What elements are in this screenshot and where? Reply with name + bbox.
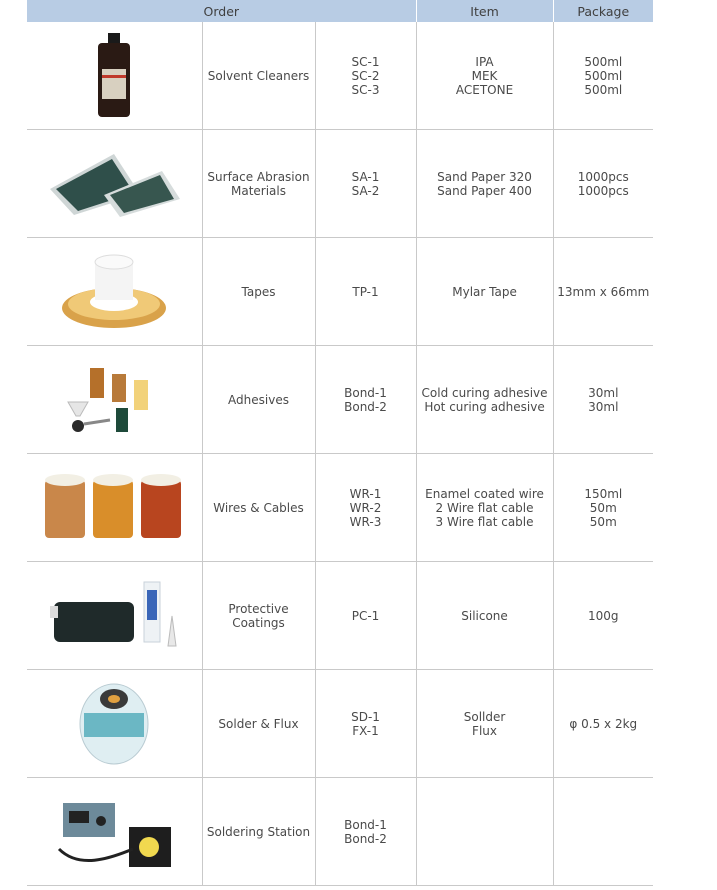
package-size: 50m [589, 514, 617, 529]
product-table [27, 0, 653, 886]
category-label: Surface Abrasion [207, 169, 310, 184]
product-table-container [27, 0, 653, 886]
product-code: SA-2 [351, 183, 380, 198]
product-image-cell [27, 238, 202, 346]
table-row [27, 454, 653, 562]
package-size: 100g [588, 608, 619, 623]
product-image-cell [27, 670, 202, 778]
category-label: Solder & Flux [218, 716, 299, 731]
item-cell [416, 22, 553, 130]
mylar-tape-image [59, 252, 169, 332]
code-cell [315, 22, 416, 130]
header-item: Item [416, 0, 553, 22]
product-code: PC-1 [351, 608, 380, 623]
package-cell [553, 670, 653, 778]
code-cell [315, 454, 416, 562]
header-order: Order [27, 0, 416, 22]
package-size: 30ml [588, 399, 619, 414]
package-size: 1000pcs [577, 169, 629, 184]
product-code: WR-2 [349, 500, 382, 515]
product-code: Bond-2 [344, 399, 387, 414]
sand-paper-image [44, 149, 184, 219]
code-cell [315, 346, 416, 454]
code-cell [315, 238, 416, 346]
item-name: Enamel coated wire [425, 486, 544, 501]
item-cell [416, 454, 553, 562]
package-size: 13mm x 66mm [557, 284, 650, 299]
package-cell [553, 22, 653, 130]
product-code: SD-1 [351, 709, 380, 724]
category-cell [202, 778, 315, 886]
product-code: Bond-1 [344, 385, 387, 400]
category-label: Wires & Cables [213, 500, 304, 515]
table-row [27, 22, 653, 130]
item-name: 3 Wire flat cable [435, 514, 534, 529]
code-cell [315, 670, 416, 778]
product-code: Bond-1 [344, 817, 387, 832]
category-cell [202, 22, 315, 130]
category-label: Coatings [232, 615, 285, 630]
solder-spool-image [74, 679, 154, 769]
category-cell [202, 562, 315, 670]
item-name: 2 Wire flat cable [435, 500, 534, 515]
package-size: 500ml [584, 82, 623, 97]
package-cell [553, 454, 653, 562]
product-code: SA-1 [351, 169, 380, 184]
package-cell [553, 562, 653, 670]
product-code: FX-1 [352, 723, 379, 738]
package-cell [553, 778, 653, 886]
product-code: WR-1 [349, 486, 382, 501]
item-name: Mylar Tape [452, 284, 517, 299]
category-label: Soldering Station [206, 824, 311, 839]
code-cell [315, 562, 416, 670]
item-name: IPA [475, 54, 494, 69]
item-name: Flux [472, 723, 497, 738]
category-label: Tapes [241, 284, 276, 299]
product-code: Bond-2 [344, 831, 387, 846]
category-cell [202, 346, 315, 454]
solvent-bottle-image [84, 31, 144, 121]
wire-spools-image [39, 468, 189, 548]
package-size: φ 0.5 x 2kg [569, 716, 638, 731]
category-label: Protective [228, 601, 289, 616]
item-cell [416, 562, 553, 670]
table-row [27, 238, 653, 346]
item-name: Hot curing adhesive [424, 399, 545, 414]
package-size: 1000pcs [577, 183, 629, 198]
header-package: Package [553, 0, 653, 22]
category-label: Solvent Cleaners [207, 68, 310, 83]
table-row [27, 778, 653, 886]
product-code: WR-3 [349, 514, 382, 529]
item-name: Sand Paper 400 [437, 183, 532, 198]
category-cell [202, 670, 315, 778]
category-cell [202, 130, 315, 238]
table-row [27, 130, 653, 238]
package-cell [553, 130, 653, 238]
package-size: 500ml [584, 68, 623, 83]
product-code: TP-1 [352, 284, 379, 299]
product-image-cell [27, 454, 202, 562]
category-cell [202, 454, 315, 562]
silicone-image [44, 576, 184, 656]
product-code: SC-2 [351, 68, 380, 83]
product-image-cell [27, 778, 202, 886]
product-code: SC-1 [351, 54, 380, 69]
adhesives-image [64, 360, 164, 440]
package-cell [553, 238, 653, 346]
category-cell [202, 238, 315, 346]
product-code: SC-3 [351, 82, 380, 97]
package-size: 150ml [584, 486, 623, 501]
package-size: 50m [589, 500, 617, 515]
item-name: ACETONE [455, 82, 514, 97]
table-row [27, 670, 653, 778]
item-name: Sand Paper 320 [437, 169, 532, 184]
item-cell [416, 778, 553, 886]
package-cell [553, 346, 653, 454]
code-cell [315, 130, 416, 238]
item-cell [416, 238, 553, 346]
item-cell [416, 670, 553, 778]
product-image-cell [27, 22, 202, 130]
item-name: MEK [471, 68, 498, 83]
item-cell [416, 130, 553, 238]
table-header-row [27, 0, 653, 22]
item-name: Sollder [463, 709, 506, 724]
table-row [27, 562, 653, 670]
item-cell [416, 346, 553, 454]
product-image-cell [27, 130, 202, 238]
item-name: Cold curing adhesive [421, 385, 548, 400]
table-row [27, 346, 653, 454]
product-image-cell [27, 346, 202, 454]
package-size: 500ml [584, 54, 623, 69]
package-size: 30ml [588, 385, 619, 400]
code-cell [315, 778, 416, 886]
item-name: Silicone [461, 608, 508, 623]
category-label: Materials [230, 183, 286, 198]
product-image-cell [27, 562, 202, 670]
soldering-station-image [49, 789, 179, 874]
category-label: Adhesives [228, 392, 289, 407]
